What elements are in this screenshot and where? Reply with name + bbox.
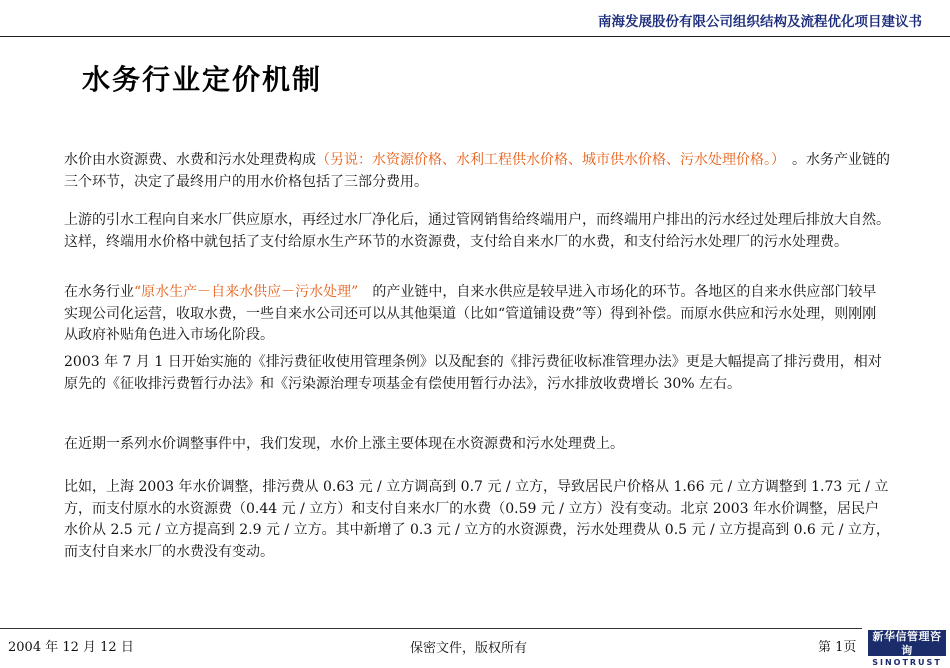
paragraph-6 <box>64 477 890 563</box>
paragraph-3-text: 在水务行业 <box>64 284 134 300</box>
paragraph-1-tail: 。水务产业链的三个环节，决定了最终用户的用水价格包括了三部分费用。 <box>64 152 890 190</box>
company-logo <box>868 630 946 667</box>
footer-divider <box>0 628 862 629</box>
logo-english-text: SINOTRUST <box>870 658 944 668</box>
page-number: 第 1页 <box>818 640 857 655</box>
header-title: 南海发展股份有限公司组织结构及流程优化项目建议书 <box>598 14 922 30</box>
footer-date: 2004 年 12 月 12 日 <box>8 640 134 655</box>
logo-chinese-text: 新华信管理咨询 <box>872 630 942 657</box>
paragraph-4 <box>64 352 890 395</box>
paragraph-2 <box>64 210 890 253</box>
paragraph-1 <box>64 150 890 193</box>
paragraph-4-text: 2003 年 7 月 1 日开始实施的《排污费征收使用管理条例》以及配套的《排污费征收标准管理办法》更是大幅提高了排污费用，相对原先的《征收排污费暂行办法》和《污染源治理专项基金有偿使用暂行办法》，污水排放收费增长 30% 左右。 <box>64 354 882 392</box>
paragraph-5-text: 在近期一系列水价调整事件中，我们发现，水价上涨主要体现在水资源费和污水处理费上。 <box>64 436 624 452</box>
paragraph-6-text: 比如，上海 2003 年水价调整，排污费从 0.63 元 / 立方调高到 0.7 元 / 立方，导致居民户价格从 1.66 元 / 立方调整到 1.73 元 / 立方，而支付原水的水资源费（0.44 元 / 立方）和支付自来水厂的水费（0.59 元 / 立方）没有变动。北京 2003 年水价调整，居民户水价从 2.5 元 / 立方提高到 2.9 元 / 立方。其中新增了 0.3 元 / 立方的水资源费，污水处理费从 0.5 元 / 立方提高到 0.6 元 / 立方，而支付自来水厂的水费没有变动。 <box>64 479 890 560</box>
header-divider <box>0 36 950 37</box>
paragraph-1-text: 水价由水资源费、水费和污水处理费构成 <box>64 152 316 168</box>
paragraph-3-tail: 的产业链中，自来水供应是较早进入市场化的环节。各地区的自来水供应部门较早实现公司化运营，收取水费，一些自来水公司还可以从其他渠道（比如“管道铺设费”等）得到补偿。而原水供应和污水处理，则刚刚从政府补贴角色进入市场化阶段。 <box>64 284 877 343</box>
paragraph-1-highlight: （另说：水资源价格、水利工程供水价格、城市供水价格、污水处理价格。） <box>316 152 778 168</box>
paragraph-3-highlight: “原水生产－自来水供应－污水处理” <box>134 284 359 300</box>
paragraph-3 <box>64 282 890 347</box>
paragraph-5 <box>64 434 890 456</box>
page-title: 水务行业定价机制 <box>82 63 323 96</box>
paragraph-2-text: 上游的引水工程向自来水厂供应原水，再经过水厂净化后，通过管网销售给终端用户，而终端用户排出的污水经过处理后排放大自然。这样，终端用水价格中就包括了支付给原水生产环节的水资源费，支付给自来水厂的水费，和支付给污水处理厂的污水处理费。 <box>64 212 890 250</box>
footer-confidential-notice: 保密文件，版权所有 <box>410 641 528 656</box>
